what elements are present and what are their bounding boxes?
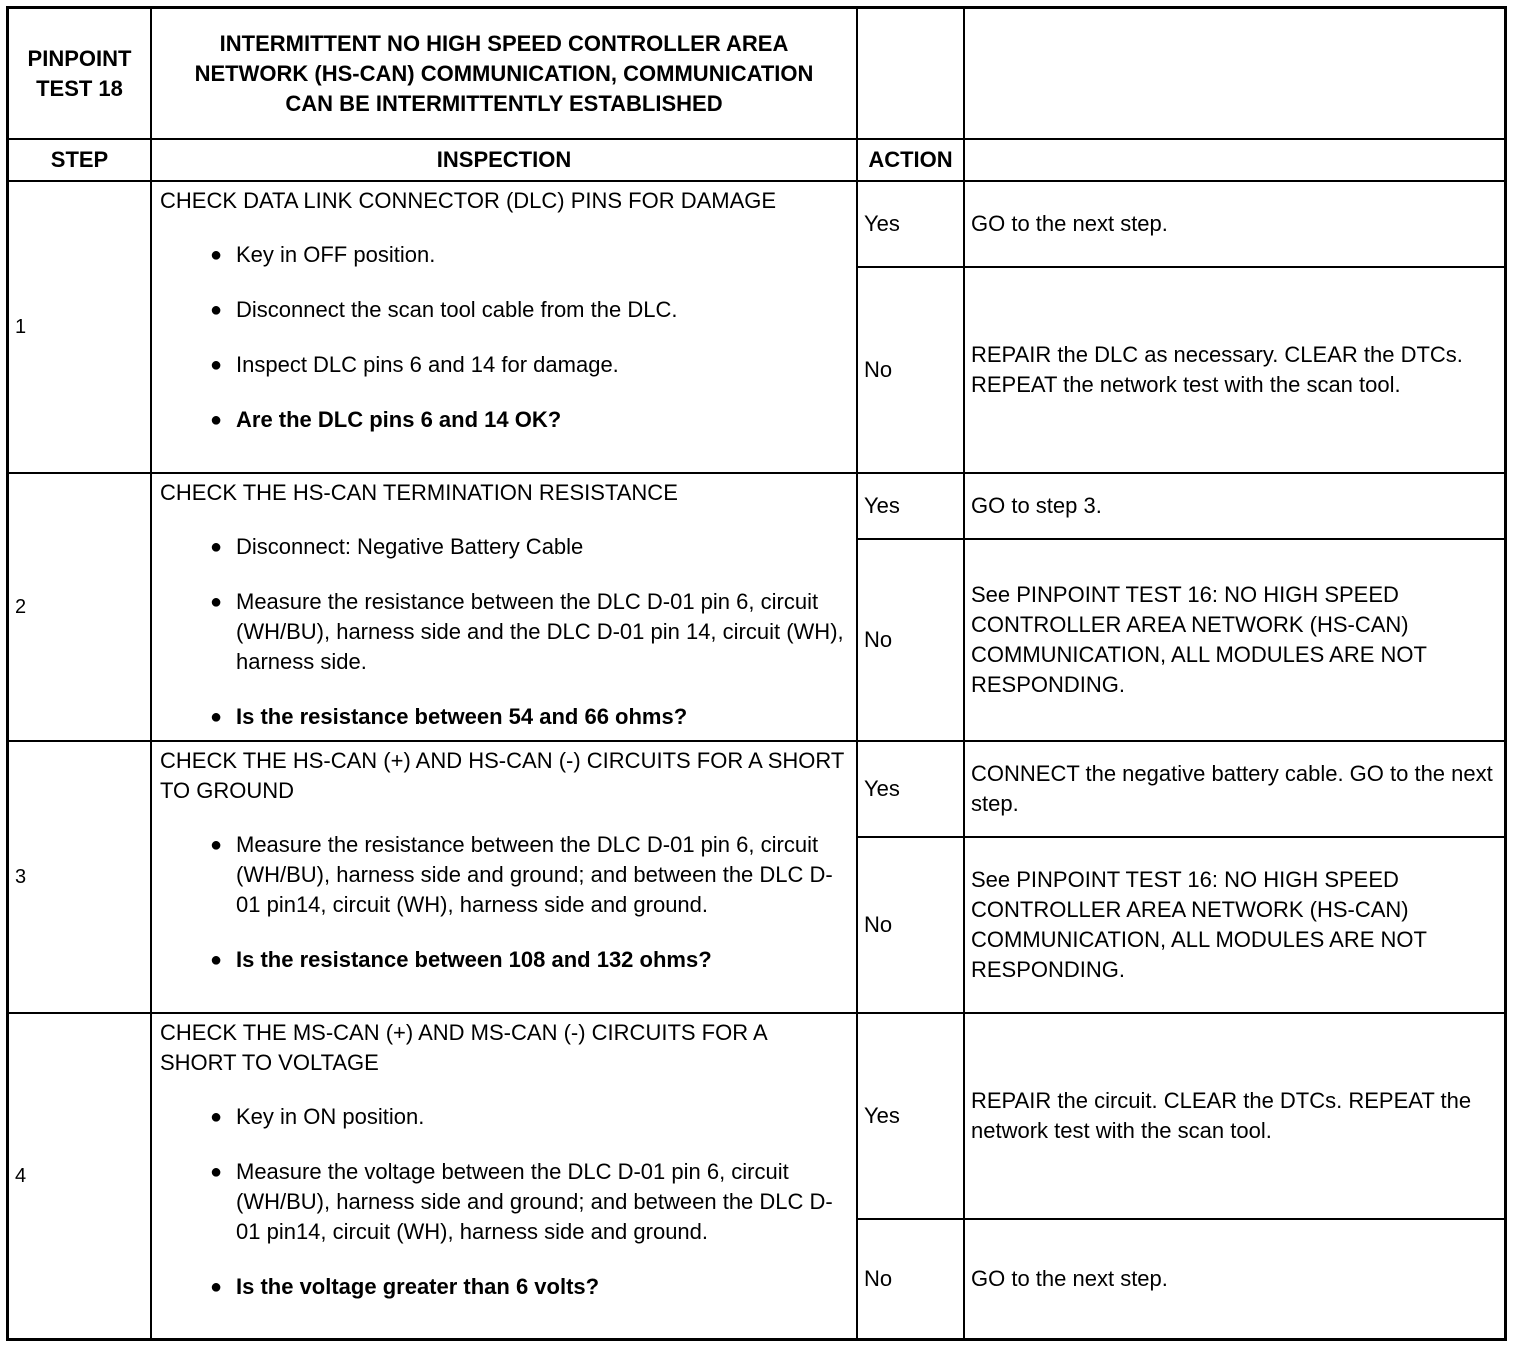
- step-question: ● Is the voltage greater than 6 volts?: [210, 1272, 848, 1302]
- answer-yes: Yes: [864, 493, 900, 518]
- pinpoint-test-table: [6, 6, 1507, 1341]
- answer-yes: Yes: [864, 776, 900, 801]
- step-title: CHECK THE HS-CAN (+) AND HS-CAN (-) CIRCUITS FOR A SHORT TO GROUND: [160, 748, 844, 803]
- test-label-line1: PINPOINT: [27, 45, 132, 71]
- step-question: ● Are the DLC pins 6 and 14 OK?: [210, 405, 848, 435]
- list-item: ● Measure the voltage between the DLC D-01 pin 6, circuit (WH/BU), harness side and ground; and between the DLC D-01 pin14, circuit (WH), harness side and ground.: [210, 1159, 833, 1244]
- step-inspection: [152, 1014, 856, 1338]
- step-number: 4: [15, 1164, 27, 1187]
- test-title: [152, 9, 856, 138]
- column-header-action: ACTION: [868, 147, 953, 172]
- list-item: ● Measure the resistance between the DLC D-01 pin 6, circuit (WH/BU), harness side and ground; and between the DLC D-01 pin14, circuit (WH), harness side and ground.: [210, 832, 833, 917]
- bullet-icon: ●: [210, 244, 223, 266]
- list-item: ● Inspect DLC pins 6 and 14 for damage.: [210, 350, 848, 380]
- list-item: ● Key in OFF position.: [210, 240, 848, 270]
- step-checklist: [160, 532, 848, 732]
- list-item: ● Measure the resistance between the DLC D-01 pin 6, circuit (WH/BU), harness side and the DLC D-01 pin 14, circuit (WH), harness side.: [210, 589, 844, 674]
- step-number: 1: [15, 315, 27, 338]
- bullet-icon: ●: [210, 1106, 223, 1128]
- step-title: CHECK THE HS-CAN TERMINATION RESISTANCE: [160, 480, 678, 505]
- bullet-icon: ●: [210, 834, 223, 856]
- column-header-step: STEP: [50, 147, 109, 172]
- step-checklist: [160, 1102, 848, 1302]
- step-inspection: [152, 742, 856, 1012]
- yes-action: REPAIR the circuit. CLEAR the DTCs. REPEAT the network test with the scan tool.: [971, 1088, 1472, 1143]
- step-question: ● Is the resistance between 108 and 132 ohms?: [210, 945, 848, 975]
- step-number: 2: [15, 595, 27, 618]
- list-item: ● Key in ON position.: [210, 1102, 848, 1132]
- answer-no: No: [864, 1266, 893, 1291]
- no-action: See PINPOINT TEST 16: NO HIGH SPEED CONTROLLER AREA NETWORK (HS-CAN) COMMUNICATION, ALL MODULES ARE NOT RESPONDING.: [971, 582, 1427, 697]
- step-checklist: [160, 830, 848, 975]
- bullet-icon: ●: [210, 354, 223, 376]
- no-action: See PINPOINT TEST 16: NO HIGH SPEED CONTROLLER AREA NETWORK (HS-CAN) COMMUNICATION, ALL MODULES ARE NOT RESPONDING.: [971, 867, 1427, 982]
- column-header-inspection: INSPECTION: [436, 147, 572, 172]
- answer-yes: Yes: [864, 1103, 900, 1128]
- step-inspection: [152, 182, 856, 472]
- step-title: CHECK THE MS-CAN (+) AND MS-CAN (-) CIRCUITS FOR A SHORT TO VOLTAGE: [160, 1020, 767, 1075]
- list-item: ● Disconnect the scan tool cable from the DLC.: [210, 295, 848, 325]
- no-action: GO to the next step.: [971, 1266, 1168, 1291]
- bullet-icon: ●: [210, 1276, 223, 1298]
- answer-no: No: [864, 912, 893, 937]
- answer-no: No: [864, 627, 893, 652]
- bullet-icon: ●: [210, 706, 223, 728]
- bullet-icon: ●: [210, 536, 223, 558]
- bullet-icon: ●: [210, 1161, 223, 1183]
- step-checklist: [160, 240, 848, 435]
- test-label-line2: TEST 18: [36, 75, 123, 101]
- step-question: ● Is the resistance between 54 and 66 ohms?: [210, 702, 848, 732]
- yes-action: GO to the next step.: [971, 211, 1168, 236]
- step-title: CHECK DATA LINK CONNECTOR (DLC) PINS FOR DAMAGE: [160, 188, 777, 213]
- bullet-icon: ●: [210, 949, 223, 971]
- list-item: ● Disconnect: Negative Battery Cable: [210, 532, 848, 562]
- answer-yes: Yes: [864, 211, 900, 236]
- bullet-icon: ●: [210, 409, 223, 431]
- bullet-icon: ●: [210, 299, 223, 321]
- yes-action: GO to step 3.: [971, 493, 1102, 518]
- answer-no: No: [864, 357, 893, 382]
- test-title-text: INTERMITTENT NO HIGH SPEED CONTROLLER AREA NETWORK (HS-CAN) COMMUNICATION, COMMUNICATION CAN BE INTERMITTENTLY ESTABLISHED: [194, 30, 814, 116]
- bullet-icon: ●: [210, 591, 223, 613]
- step-inspection: [152, 474, 856, 740]
- no-action: REPAIR the DLC as necessary. CLEAR the DTCs. REPEAT the network test with the scan tool.: [971, 342, 1463, 397]
- yes-action: CONNECT the negative battery cable. GO to the next step.: [971, 761, 1493, 816]
- test-label: [9, 9, 150, 138]
- step-number: 3: [15, 865, 27, 888]
